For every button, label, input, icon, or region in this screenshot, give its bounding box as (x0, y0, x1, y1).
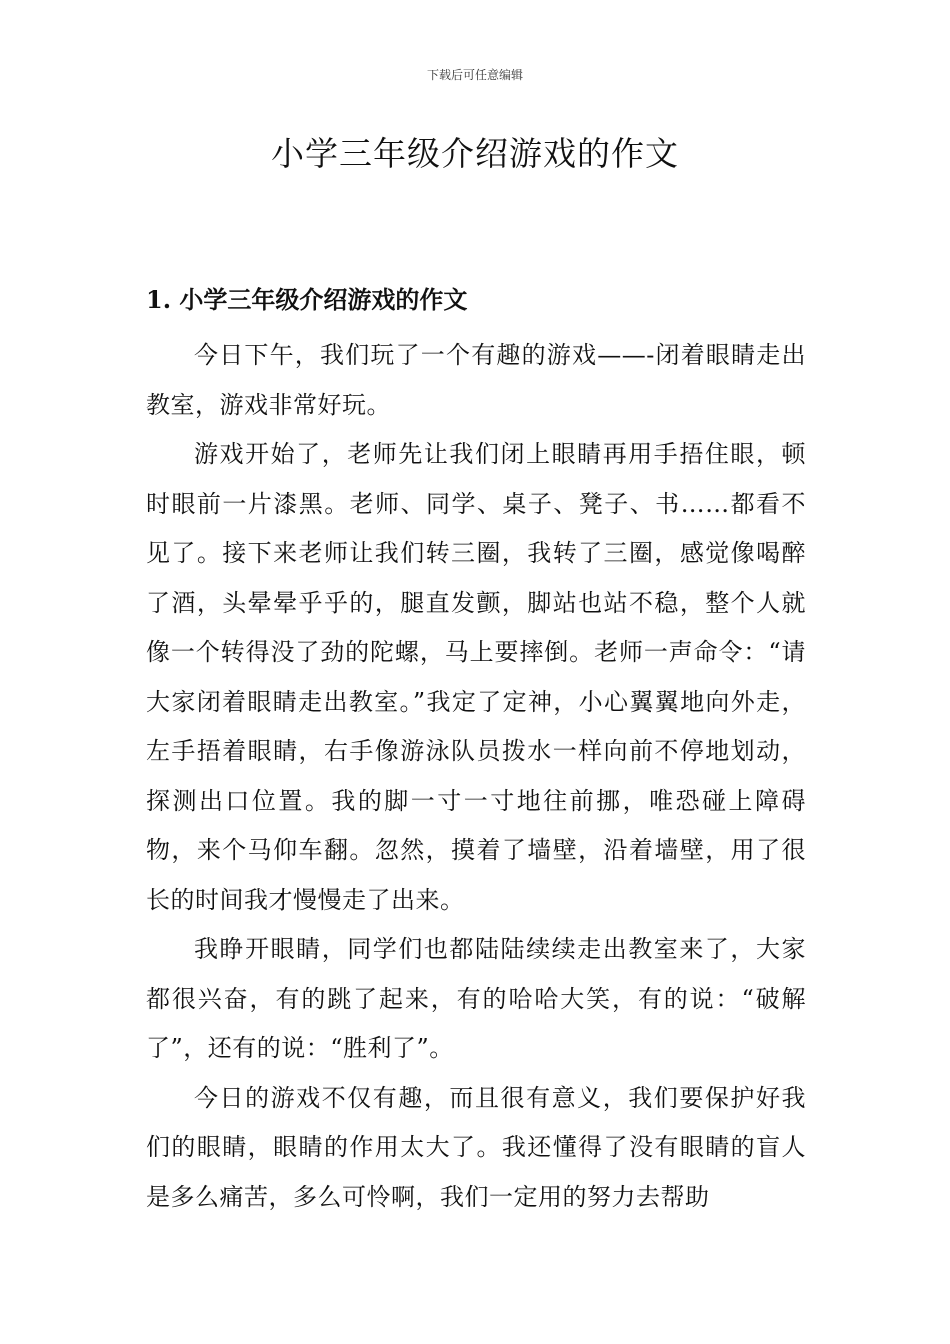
paragraph: 今日的游戏不仅有趣，而且很有意义，我们要保护好我们的眼睛，眼睛的作用太大了。我还懂得了没有眼睛的盲人是多么痛苦，多么可怜啊，我们一定用的努力去帮助 (146, 1083, 806, 1211)
header-note: 下载后可任意编辑 (426, 68, 523, 82)
paragraph: 我睁开眼睛，同学们也都陆陆续续走出教室来了，大家都很兴奋，有的跳了起来，有的哈哈大笑，有的说：“破解了”，还有的说：“胜利了”。 (146, 935, 806, 1062)
essay-body (146, 331, 806, 1222)
document-title: 小学三年级介绍游戏的作文 (271, 134, 679, 173)
paragraph: 游戏开始了，老师先让我们闭上眼睛再用手捂住眼，顿时眼前一片漆黑。老师、同学、桌子、凳子、书……都看不见了。接下来老师让我们转三圈，我转了三圈，感觉像喝醉了酒，头晕晕乎乎的，腿直发颤，脚站也站不稳，整个人就像一个转得没了劲的陀螺，马上要摔倒。老师一声命令：“请大家闭着眼睛走出教室。”我定了定神，小心翼翼地向外走，左手捂着眼睛，右手像游泳队员拨水一样向前不停地划动，探测出口位置。我的脚一寸一寸地往前挪，唯恐碰上障碍物，来个马仰车翻。忽然，摸着了墙壁，沿着墙壁，用了很长的时间我才慢慢走了出来。 (146, 440, 806, 914)
section-heading: 1. 小学三年级介绍游戏的作文 (146, 285, 468, 314)
paragraph: 今日下午，我们玩了一个有趣的游戏——-闭着眼睛走出教室，游戏非常好玩。 (146, 341, 806, 419)
